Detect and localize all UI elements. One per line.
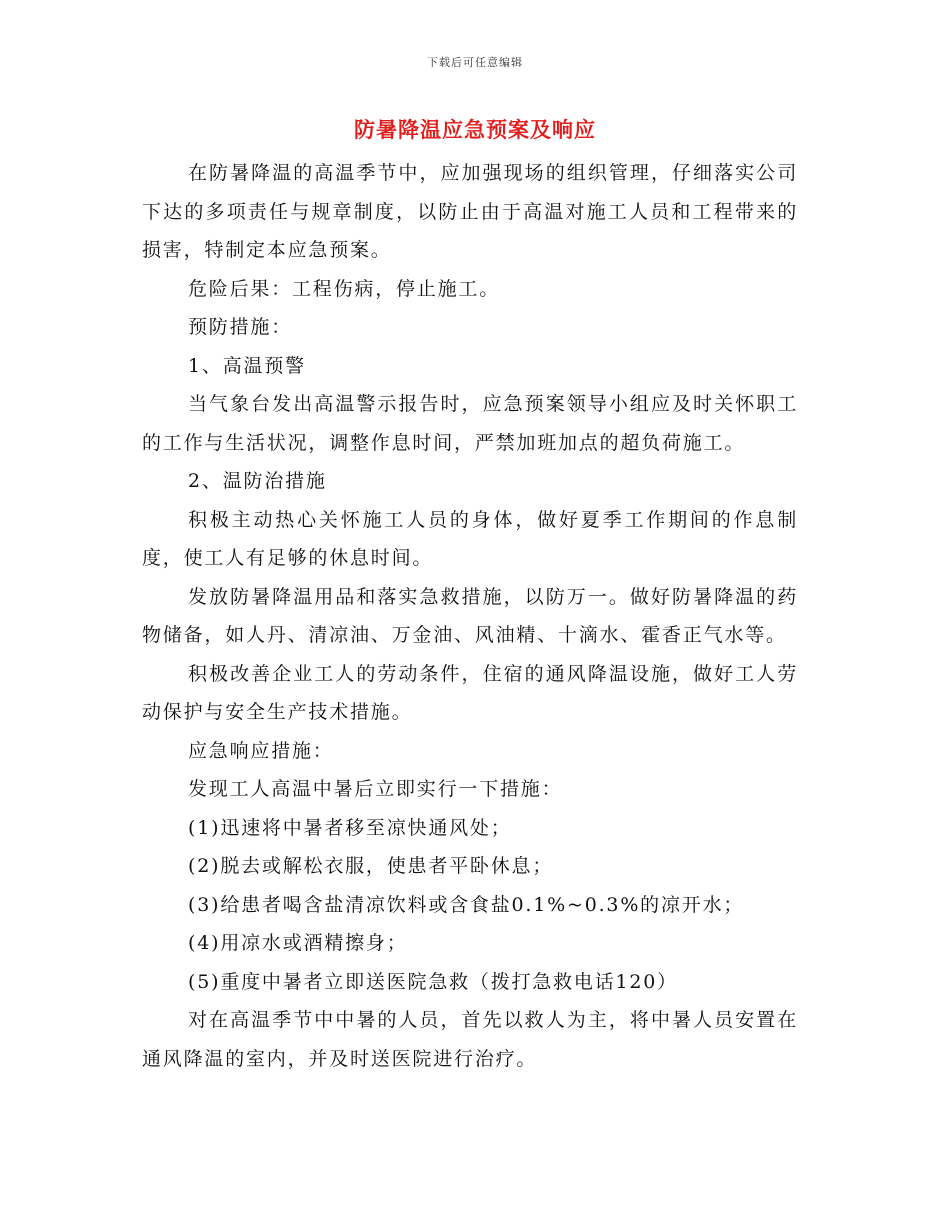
list-item: (5)重度中暑者立即送医院急救（拨打急救电话120） — [188, 970, 678, 993]
heading-response: 应急响应措施： — [188, 739, 334, 762]
document-body — [142, 154, 798, 1078]
heading-prevention: 预防措施： — [188, 316, 293, 338]
paragraph-response-intro: 发现工人高温中暑后立即实行一下措施： — [188, 778, 563, 800]
paragraph-closing: 对在高温季节中中暑的人员，首先以救人为主，将中暑人员安置在通风降温的室内，并及时送医院进行治疗。 — [142, 1009, 798, 1070]
paragraph-supplies: 发放防暑降温用品和落实急救措施，以防万一。做好防暑降温的药物储备，如人丹、清凉油、万金油、风油精、十滴水、霍香正气水等。 — [142, 585, 798, 646]
paragraph-care: 积极主动热心关怀施工人员的身体，做好夏季工作期间的作息制度，使工人有足够的休息时间。 — [142, 508, 798, 569]
paragraph-conditions: 积极改善企业工人的劳动条件，住宿的通风降温设施，做好工人劳动保护与安全生产技术措施。 — [142, 662, 798, 723]
paragraph-hazard: 危险后果：工程伤病，停止施工。 — [188, 277, 501, 300]
list-item: (4)用凉水或酒精擦身； — [188, 932, 408, 954]
list-item: (2)脱去或解松衣服，使患者平卧休息； — [188, 855, 554, 877]
document-title: 防暑降温应急预案及响应 — [354, 117, 596, 142]
paragraph-warning: 当气象台发出高温警示报告时，应急预案领导小组应及时关怀职工的工作与生活状况，调整作息时间，严禁加班加点的超负荷施工。 — [142, 393, 798, 454]
paragraph-intro: 在防暑降温的高温季节中，应加强现场的组织管理，仔细落实公司下达的多项责任与规章制度，以防止由于高温对施工人员和工程带来的损害，特制定本应急预案。 — [142, 162, 798, 261]
list-item: (1)迅速将中暑者移至凉快通风处； — [188, 816, 512, 839]
heading-treatment: 2、温防治措施 — [188, 470, 327, 492]
header-note: 下载后可任意编辑 — [427, 56, 523, 69]
list-item: (3)给患者喝含盐清凉饮料或含食盐0.1%~0.3%的凉开水； — [188, 893, 745, 916]
heading-warning: 1、高温预警 — [188, 354, 306, 377]
